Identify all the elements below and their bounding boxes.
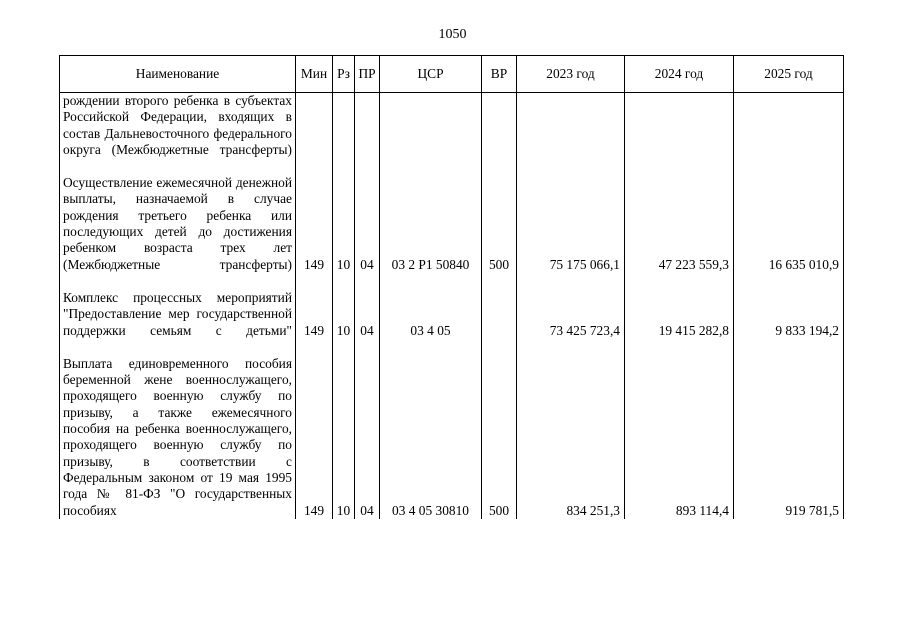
header-min: Мин bbox=[296, 56, 333, 93]
row-2023 bbox=[517, 93, 625, 159]
row-vr bbox=[482, 290, 517, 339]
row-vr bbox=[482, 93, 517, 159]
header-name: Наименование bbox=[60, 56, 296, 93]
row-spacer bbox=[60, 339, 844, 356]
row-2023: 834 251,3 bbox=[517, 356, 625, 519]
row-pr bbox=[355, 93, 380, 159]
table-header-row bbox=[60, 56, 844, 93]
row-name: рождении второго ребенка в субъектах Российской Федерации, входящих в состав Дальневосточного федерального округа (Межбюджетные трансферты) bbox=[60, 93, 296, 159]
row-csr: 03 4 05 30810 bbox=[380, 356, 482, 519]
row-csr: 03 4 05 bbox=[380, 290, 482, 339]
row-spacer bbox=[60, 158, 844, 175]
row-min: 149 bbox=[296, 175, 333, 273]
row-2023: 75 175 066,1 bbox=[517, 175, 625, 273]
row-name: Комплекс процессных мероприятий "Предоставление мер государственной поддержки семьям с детьми" bbox=[60, 290, 296, 339]
row-rz bbox=[333, 93, 355, 159]
row-csr bbox=[380, 93, 482, 159]
row-pr: 04 bbox=[355, 290, 380, 339]
page-number: 1050 bbox=[438, 27, 467, 42]
header-2025: 2025 год bbox=[734, 56, 844, 93]
header-csr: ЦСР bbox=[380, 56, 482, 93]
row-2024 bbox=[625, 93, 734, 159]
row-name: Выплата единовременного пособия беременной жене военнослужащего, проходящего военную службу по призыву, а также ежемесячного пособия на ребенка военнослужащего, проходящего военную службу по призыву, в соответствии с Федеральным законом от 19 мая 1995 года № 81-ФЗ "О государственных пособиях bbox=[60, 356, 296, 519]
row-2025: 16 635 010,9 bbox=[734, 175, 844, 273]
table-row bbox=[60, 356, 844, 519]
header-2023: 2023 год bbox=[517, 56, 625, 93]
table-row bbox=[60, 290, 844, 339]
row-rz: 10 bbox=[333, 290, 355, 339]
header-2024: 2024 год bbox=[625, 56, 734, 93]
row-csr: 03 2 Р1 50840 bbox=[380, 175, 482, 273]
row-pr: 04 bbox=[355, 356, 380, 519]
row-2023: 73 425 723,4 bbox=[517, 290, 625, 339]
row-2024: 893 114,4 bbox=[625, 356, 734, 519]
budget-table bbox=[59, 55, 844, 519]
row-min: 149 bbox=[296, 290, 333, 339]
header-pr: ПР bbox=[355, 56, 380, 93]
header-vr: ВР bbox=[482, 56, 517, 93]
row-2024: 47 223 559,3 bbox=[625, 175, 734, 273]
row-min bbox=[296, 93, 333, 159]
header-rz: Рз bbox=[333, 56, 355, 93]
row-rz: 10 bbox=[333, 356, 355, 519]
row-2025: 919 781,5 bbox=[734, 356, 844, 519]
table-row bbox=[60, 93, 844, 159]
row-rz: 10 bbox=[333, 175, 355, 273]
row-2025: 9 833 194,2 bbox=[734, 290, 844, 339]
row-2025 bbox=[734, 93, 844, 159]
row-spacer bbox=[60, 273, 844, 290]
table-row bbox=[60, 175, 844, 273]
row-vr: 500 bbox=[482, 175, 517, 273]
row-2024: 19 415 282,8 bbox=[625, 290, 734, 339]
row-name: Осуществление ежемесячной денежной выплаты, назначаемой в случае рождения третьего ребенка или последующих детей до достижения ребенком возраста трех лет (Межбюджетные трансферты) bbox=[60, 175, 296, 273]
row-pr: 04 bbox=[355, 175, 380, 273]
row-vr: 500 bbox=[482, 356, 517, 519]
row-min: 149 bbox=[296, 356, 333, 519]
